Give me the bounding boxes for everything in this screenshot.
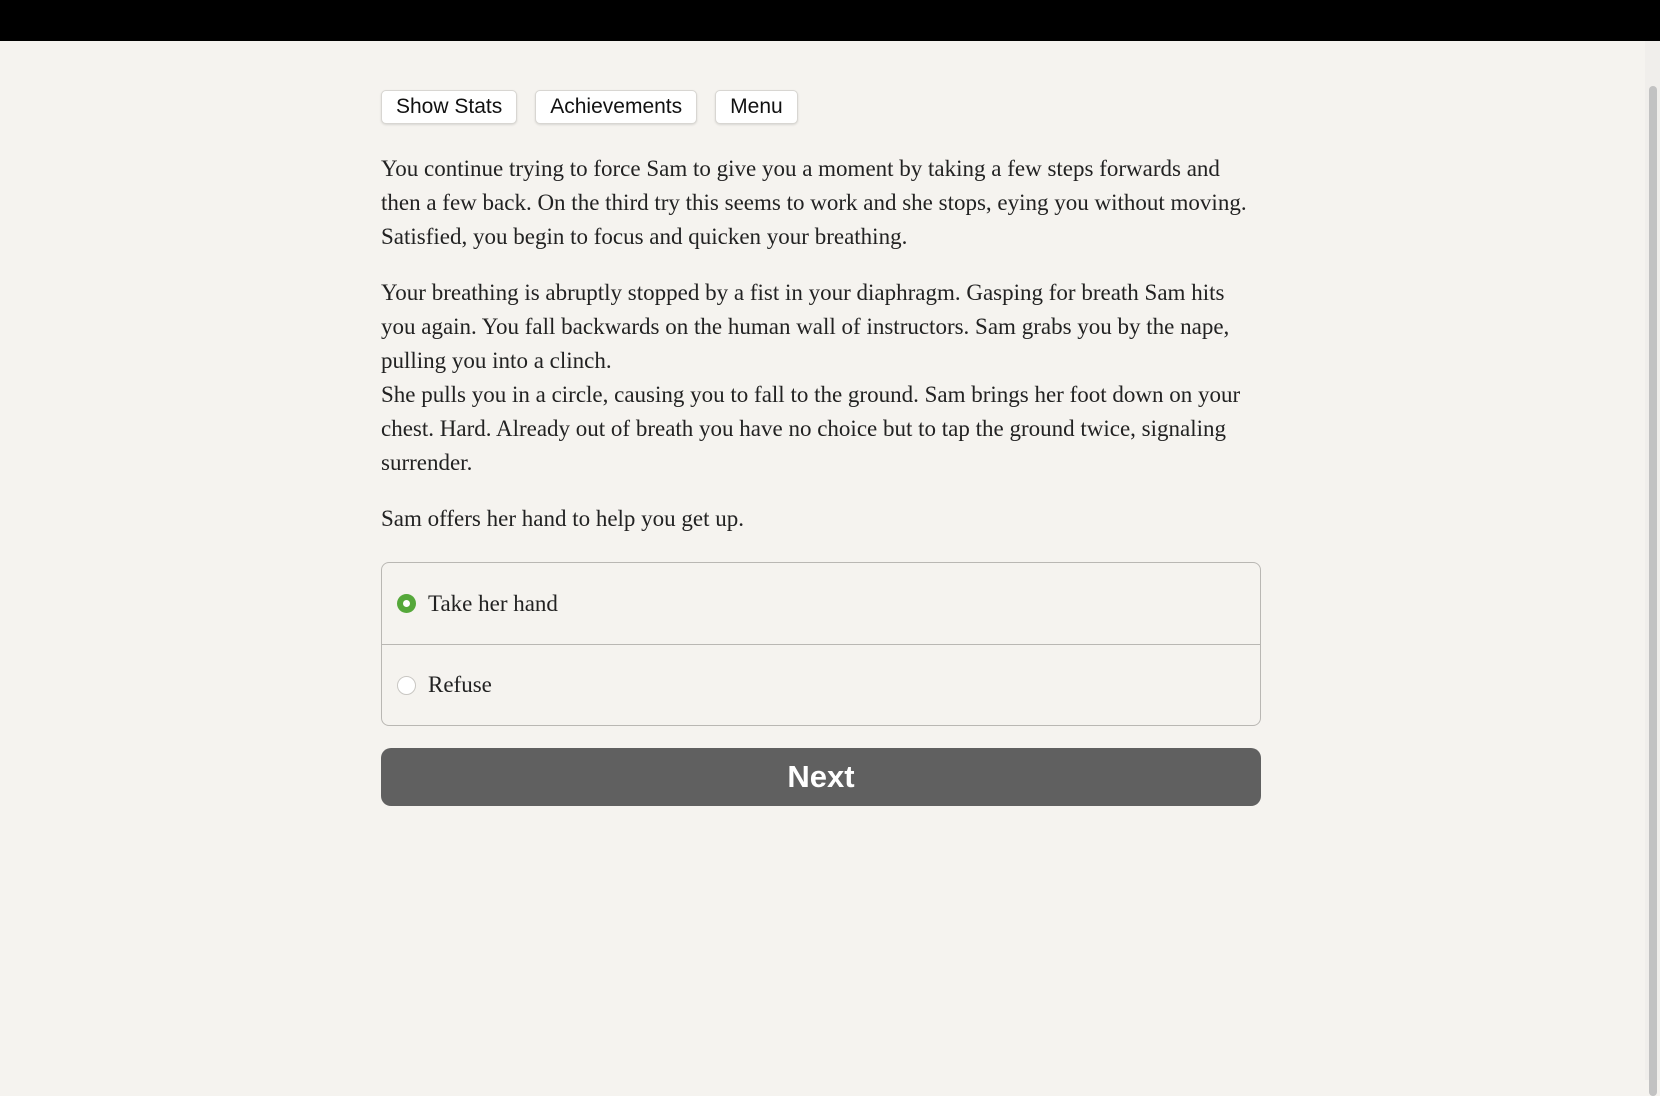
choice-refuse[interactable] xyxy=(382,644,1260,725)
choice-label: Take her hand xyxy=(428,590,558,616)
radio-unselected-icon[interactable] xyxy=(397,676,416,695)
choice-list xyxy=(381,562,1261,726)
scrollbar[interactable] xyxy=(1645,41,1660,1080)
show-stats-button[interactable]: Show Stats xyxy=(381,90,517,124)
next-button[interactable]: Next xyxy=(381,748,1261,806)
story-text xyxy=(381,152,1261,536)
scrollbar-thumb[interactable] xyxy=(1649,86,1657,1096)
radio-selected-icon[interactable] xyxy=(397,594,416,613)
choice-take-her-hand[interactable] xyxy=(382,563,1260,644)
achievements-button[interactable]: Achievements xyxy=(535,90,697,124)
story-paragraph: Sam offers her hand to help you get up. xyxy=(381,506,745,531)
game-container xyxy=(381,41,1261,806)
choice-label: Refuse xyxy=(428,672,492,697)
story-paragraph: She pulls you in a circle, causing you to fall to the ground. Sam brings her foot down on your chest. Hard. Already out of breath you have no choice but to tap the ground twice, signaling surrender. xyxy=(381,382,1241,475)
toolbar xyxy=(381,90,1261,124)
top-bar xyxy=(0,0,1660,41)
story-paragraph: Your breathing is abruptly stopped by a fist in your diaphragm. Gasping for breath Sam hits you again. You fall backwards on the human wall of instructors. Sam grabs you by the nape, pulling you into a clinch. xyxy=(381,280,1230,373)
story-paragraph: You continue trying to force Sam to give you a moment by taking a few steps forwards and then a few back. On the third try this seems to work and she stops, eying you without moving. Satisfied, you begin to focus and quicken your breathing. xyxy=(381,156,1247,249)
menu-button[interactable]: Menu xyxy=(715,90,798,124)
